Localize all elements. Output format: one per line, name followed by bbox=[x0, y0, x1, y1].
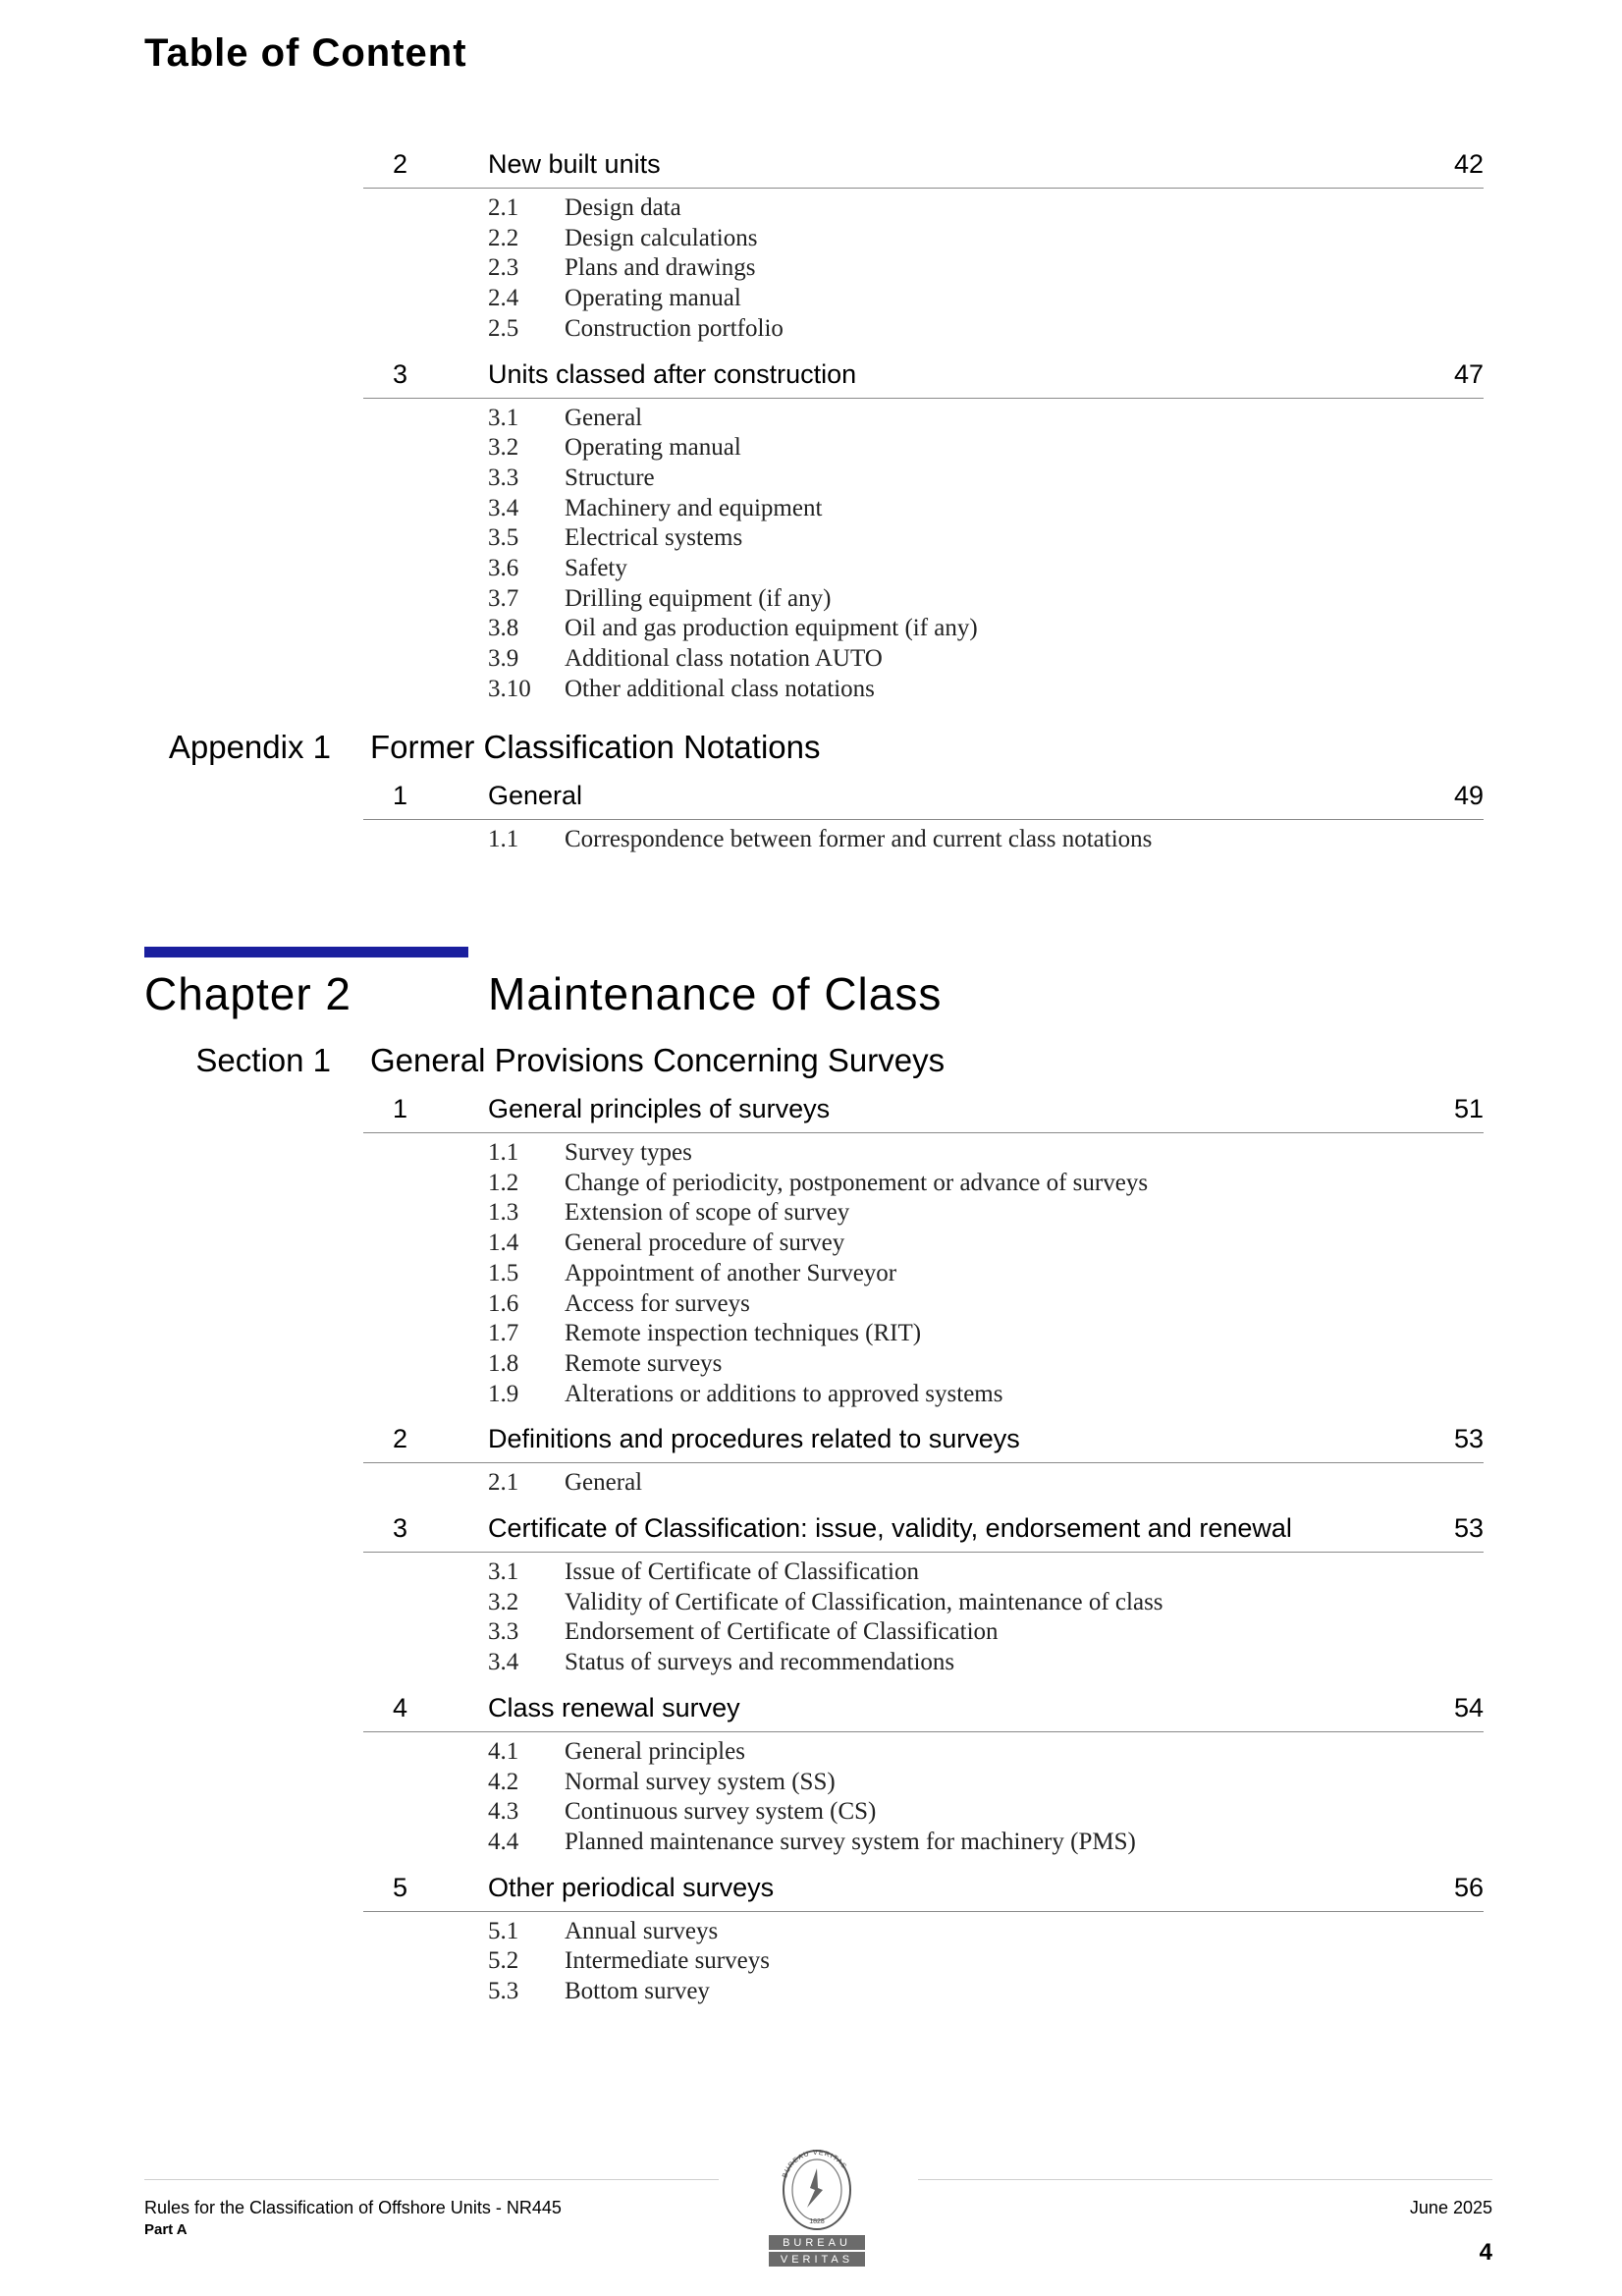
subsection-title: Issue of Certificate of Classification bbox=[565, 1558, 919, 1585]
subsection-title: Alterations or additions to approved systems bbox=[565, 1380, 1003, 1407]
subsection-title: Operating manual bbox=[565, 434, 741, 462]
subsection-row bbox=[0, 826, 1622, 855]
subsection-row bbox=[0, 585, 1622, 615]
subsection-title: Survey types bbox=[565, 1139, 692, 1166]
subsection-number: 3.5 bbox=[488, 524, 519, 552]
subsection-title: Oil and gas production equipment (if any) bbox=[565, 615, 978, 642]
article-title: General bbox=[488, 781, 583, 810]
subsection-number: 3.10 bbox=[488, 675, 531, 702]
subsection-number: 2.1 bbox=[488, 194, 519, 221]
subsection-title: Access for surveys bbox=[565, 1289, 750, 1317]
subsection-number: 1.1 bbox=[488, 1139, 519, 1166]
subsection-number: 3.3 bbox=[488, 1618, 519, 1646]
subsection-row bbox=[0, 676, 1622, 705]
article-title: General principles of surveys bbox=[488, 1094, 831, 1123]
subsection-number: 1.8 bbox=[488, 1349, 519, 1377]
subsection-title: Plans and drawings bbox=[565, 254, 756, 282]
subsection-row bbox=[0, 1320, 1622, 1349]
footer-rule-right bbox=[918, 2179, 1492, 2180]
section-title: General Provisions Concerning Surveys bbox=[370, 1042, 946, 1078]
chapter-label: Chapter 2 bbox=[144, 968, 352, 1019]
article-number: 3 bbox=[393, 358, 408, 389]
subsection-row bbox=[0, 1290, 1622, 1320]
subsection-number: 5.2 bbox=[488, 1947, 519, 1975]
article-number: 2 bbox=[393, 1424, 408, 1454]
article-number: 2 bbox=[393, 149, 408, 179]
article-title: New built units bbox=[488, 149, 661, 179]
footer-doc-title: Rules for the Classification of Offshore Units - NR445 bbox=[144, 2198, 562, 2217]
subsection-row bbox=[0, 1978, 1622, 2007]
subsection-row bbox=[0, 1260, 1622, 1289]
bureau-veritas-logo bbox=[768, 2149, 866, 2276]
subsection-row bbox=[0, 1381, 1622, 1410]
appendix-label: Appendix 1 bbox=[168, 729, 331, 765]
article-rule bbox=[363, 819, 1484, 820]
subsection-title: Correspondence between former and current class notations bbox=[565, 826, 1153, 852]
subsection-row bbox=[0, 1469, 1622, 1499]
subsection-row bbox=[0, 225, 1622, 254]
chapter-title: Maintenance of Class bbox=[488, 968, 943, 1019]
subsection-number: 3.8 bbox=[488, 615, 519, 642]
subsection-number: 5.1 bbox=[488, 1917, 519, 1944]
subsection-row bbox=[0, 465, 1622, 494]
article-rule bbox=[363, 1552, 1484, 1553]
article-title: Certificate of Classification: issue, validity, endorsement and renewal bbox=[488, 1513, 1292, 1543]
subsection-number: 1.6 bbox=[488, 1289, 519, 1317]
article-page: 54 bbox=[1453, 1692, 1484, 1722]
subsection-title: Structure bbox=[565, 464, 655, 491]
subsection-row bbox=[0, 1618, 1622, 1648]
subsection-number: 1.9 bbox=[488, 1380, 519, 1407]
subsection-row bbox=[0, 1199, 1622, 1229]
article-title: Definitions and procedures related to surveys bbox=[488, 1424, 1020, 1454]
article-page: 47 bbox=[1453, 358, 1484, 389]
subsection-row bbox=[0, 1829, 1622, 1858]
subsection-number: 3.3 bbox=[488, 464, 519, 491]
article-page: 42 bbox=[1453, 149, 1484, 179]
subsection-row bbox=[0, 315, 1622, 345]
subsection-number: 2.1 bbox=[488, 1469, 519, 1497]
logo-word-1: BUREAU bbox=[783, 2237, 851, 2249]
subsection-title: Validity of Certificate of Classification, maintenance of class bbox=[565, 1588, 1163, 1615]
subsection-title: Drilling equipment (if any) bbox=[565, 584, 832, 612]
subsection-title: Electrical systems bbox=[565, 524, 743, 552]
subsection-title: Continuous survey system (CS) bbox=[565, 1798, 877, 1826]
subsection-title: Normal survey system (SS) bbox=[565, 1768, 836, 1795]
subsection-row bbox=[0, 285, 1622, 314]
article-page: 53 bbox=[1453, 1424, 1484, 1454]
subsection-row bbox=[0, 405, 1622, 434]
subsection-row bbox=[0, 1738, 1622, 1768]
article-number: 5 bbox=[393, 1872, 408, 1902]
subsection-title: Other additional class notations bbox=[565, 675, 875, 702]
article-rule bbox=[363, 1132, 1484, 1133]
subsection-row bbox=[0, 1798, 1622, 1828]
article-title: Class renewal survey bbox=[488, 1692, 740, 1722]
page-title: Table of Content bbox=[144, 31, 467, 75]
subsection-title: Status of surveys and recommendations bbox=[565, 1649, 955, 1676]
subsection-title: Appointment of another Surveyor bbox=[565, 1259, 897, 1286]
subsection-title: Remote surveys bbox=[565, 1349, 723, 1377]
subsection-title: Design calculations bbox=[565, 224, 758, 251]
article-rule bbox=[363, 1731, 1484, 1732]
subsection-number: 3.2 bbox=[488, 434, 519, 462]
subsection-title: Extension of scope of survey bbox=[565, 1199, 850, 1227]
article-number: 4 bbox=[393, 1692, 408, 1722]
article-number: 1 bbox=[393, 1094, 408, 1123]
subsection-row bbox=[0, 1170, 1622, 1199]
article-rule bbox=[363, 1462, 1484, 1463]
subsection-title: Remote inspection techniques (RIT) bbox=[565, 1320, 922, 1347]
subsection-number: 2.5 bbox=[488, 314, 519, 342]
subsection-number: 3.6 bbox=[488, 555, 519, 581]
article-page: 56 bbox=[1453, 1872, 1484, 1902]
subsection-number: 4.4 bbox=[488, 1828, 519, 1855]
article-page: 51 bbox=[1453, 1094, 1484, 1123]
subsection-row bbox=[0, 1558, 1622, 1588]
subsection-title: Annual surveys bbox=[565, 1917, 719, 1944]
logo-year: 1828 bbox=[809, 2218, 825, 2225]
subsection-row bbox=[0, 1947, 1622, 1977]
subsection-row bbox=[0, 1350, 1622, 1380]
subsection-title: Bottom survey bbox=[565, 1978, 710, 2004]
article-rule bbox=[363, 398, 1484, 399]
subsection-row bbox=[0, 1769, 1622, 1798]
subsection-number: 1.1 bbox=[488, 826, 519, 852]
article-number: 1 bbox=[393, 781, 408, 810]
subsection-row bbox=[0, 555, 1622, 584]
subsection-number: 4.2 bbox=[488, 1768, 519, 1795]
article-rule bbox=[363, 188, 1484, 189]
article-title: Units classed after construction bbox=[488, 358, 857, 389]
subsection-number: 3.4 bbox=[488, 1649, 519, 1676]
logo-arc-text: BUREAU VERITAS bbox=[782, 2149, 848, 2179]
subsection-number: 3.9 bbox=[488, 645, 519, 673]
subsection-row bbox=[0, 1230, 1622, 1259]
subsection-number: 1.5 bbox=[488, 1259, 519, 1286]
subsection-number: 3.2 bbox=[488, 1588, 519, 1615]
subsection-row bbox=[0, 495, 1622, 524]
subsection-number: 1.2 bbox=[488, 1169, 519, 1196]
subsection-row bbox=[0, 254, 1622, 284]
article-rule bbox=[363, 1911, 1484, 1912]
subsection-title: Endorsement of Certificate of Classification bbox=[565, 1618, 999, 1646]
chapter-accent-bar bbox=[144, 947, 468, 957]
subsection-number: 2.3 bbox=[488, 254, 519, 282]
subsection-row bbox=[0, 194, 1622, 224]
subsection-number: 1.7 bbox=[488, 1320, 519, 1347]
subsection-row bbox=[0, 645, 1622, 675]
footer-rule-left bbox=[144, 2179, 719, 2180]
subsection-number: 3.1 bbox=[488, 404, 519, 431]
subsection-row bbox=[0, 615, 1622, 644]
footer-part: Part A bbox=[144, 2221, 188, 2238]
subsection-title: General procedure of survey bbox=[565, 1230, 845, 1257]
subsection-row bbox=[0, 1589, 1622, 1618]
subsection-number: 4.3 bbox=[488, 1798, 519, 1826]
subsection-title: Change of periodicity, postponement or advance of surveys bbox=[565, 1169, 1149, 1196]
subsection-row bbox=[0, 1139, 1622, 1169]
subsection-number: 2.4 bbox=[488, 285, 519, 312]
subsection-number: 3.7 bbox=[488, 584, 519, 612]
subsection-title: Machinery and equipment bbox=[565, 494, 823, 521]
subsection-title: General bbox=[565, 404, 643, 431]
article-number: 3 bbox=[393, 1513, 408, 1543]
article-page: 53 bbox=[1453, 1513, 1484, 1543]
article-page: 49 bbox=[1453, 781, 1484, 810]
page-number: 4 bbox=[1479, 2239, 1492, 2266]
section-label: Section 1 bbox=[195, 1042, 331, 1078]
subsection-title: Design data bbox=[565, 194, 681, 221]
subsection-title: General bbox=[565, 1469, 643, 1497]
logo-word-2: VERITAS bbox=[780, 2254, 854, 2266]
footer-date: June 2025 bbox=[1409, 2198, 1492, 2217]
subsection-title: Intermediate surveys bbox=[565, 1947, 770, 1975]
subsection-title: Construction portfolio bbox=[565, 314, 784, 342]
subsection-number: 3.1 bbox=[488, 1558, 519, 1585]
subsection-row bbox=[0, 1918, 1622, 1947]
subsection-number: 2.2 bbox=[488, 224, 519, 251]
subsection-title: Additional class notation AUTO bbox=[565, 645, 883, 673]
subsection-number: 1.3 bbox=[488, 1199, 519, 1227]
subsection-title: Safety bbox=[565, 555, 627, 581]
subsection-row bbox=[0, 524, 1622, 554]
subsection-row bbox=[0, 1649, 1622, 1678]
subsection-title: General principles bbox=[565, 1737, 745, 1765]
subsection-row bbox=[0, 434, 1622, 464]
article-title: Other periodical surveys bbox=[488, 1872, 775, 1902]
subsection-number: 4.1 bbox=[488, 1737, 519, 1765]
appendix-title: Former Classification Notations bbox=[370, 729, 821, 765]
subsection-number: 5.3 bbox=[488, 1978, 519, 2004]
subsection-title: Planned maintenance survey system for machinery (PMS) bbox=[565, 1828, 1136, 1855]
subsection-number: 3.4 bbox=[488, 494, 519, 521]
subsection-number: 1.4 bbox=[488, 1230, 519, 1257]
subsection-title: Operating manual bbox=[565, 285, 741, 312]
